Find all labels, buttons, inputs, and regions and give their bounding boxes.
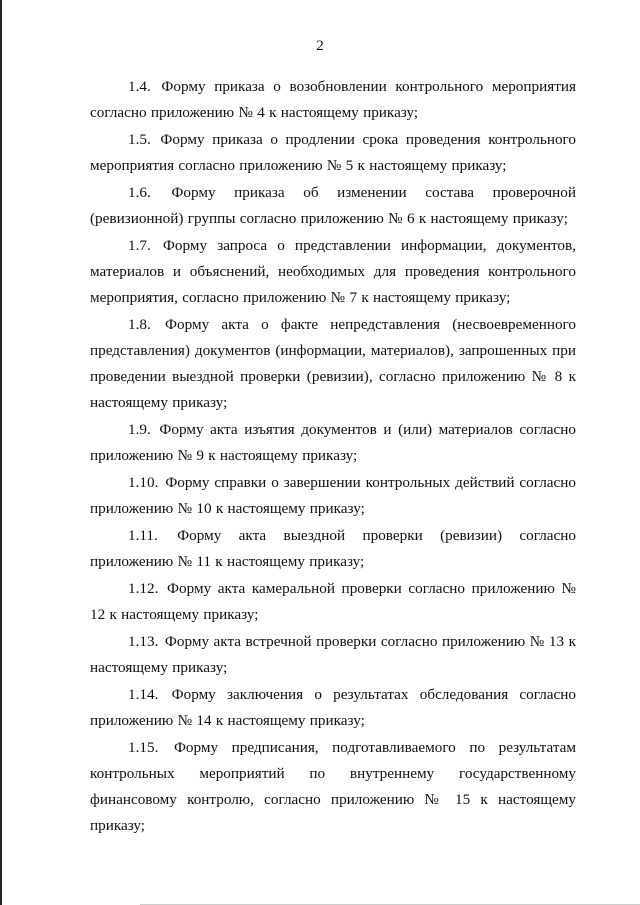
scan-edge-left [0,0,2,905]
page-number: 2 [316,38,324,54]
paragraph-number: 1.7. [128,237,151,254]
paragraph-text: Форму заключения о результатах обследования согласно приложению № 14 к настоящему приказу; [90,686,577,729]
paragraph-1-9 [90,417,576,469]
paragraph-number: 1.14. [128,686,159,703]
document-body [90,74,576,840]
paragraph-1-7 [90,233,576,311]
paragraph-number: 1.10. [128,474,159,491]
paragraph-number: 1.8. [128,316,151,333]
paragraph-text: Форму запроса о представлении информации, документов, материалов и объяснений, необходимых для проведения контрольного мероприятия, согласно приложению № 7 к настоящему приказу; [90,237,576,306]
paragraph-1-4 [90,74,576,126]
paragraph-1-6 [90,180,576,232]
paragraph-1-8 [90,312,576,416]
paragraph-text: Форму приказа о возобновлении контрольного мероприятия согласно приложению № 4 к настоящему приказу; [90,78,576,121]
paragraph-number: 1.5. [128,131,151,148]
paragraph-text: Форму справки о завершении контрольных действий согласно приложению № 10 к настоящему приказу; [90,474,577,517]
paragraph-text: Форму акта камеральной проверки согласно приложению № 12 к настоящему приказу; [90,580,576,623]
paragraph-number: 1.12. [128,580,159,597]
paragraph-number: 1.11. [128,527,158,544]
paragraph-text: Форму приказа о продлении срока проведения контрольного мероприятия согласно приложению № 5 к настоящему приказу; [90,131,577,174]
paragraph-text: Форму акта выездной проверки (ревизии) согласно приложению № 11 к настоящему приказу; [90,527,577,570]
paragraph-text: Форму предписания, подготавливаемого по результатам контрольных мероприятий по внутреннему государственному финансовому контролю, согласно приложению № 15 к настоящему приказу; [90,739,577,834]
paragraph-number: 1.15. [128,739,159,756]
paragraph-number: 1.9. [128,421,151,438]
paragraph-1-13 [90,629,576,681]
paragraph-1-5 [90,127,576,179]
paragraph-text: Форму акта изъятия документов и (или) материалов согласно приложению № 9 к настоящему приказу; [90,421,577,464]
paragraph-number: 1.13. [128,633,159,650]
paragraph-text: Форму акта встречной проверки согласно приложению № 13 к настоящему приказу; [90,633,577,676]
paragraph-text: Форму акта о факте непредставления (несвоевременного представления) документов (информации, материалов), запрошенных при проведении выездной проверки (ревизии), согласно приложению № 8 к настоящему приказу; [90,316,577,411]
paragraph-number: 1.6. [128,184,151,201]
paragraph-1-10 [90,470,576,522]
paragraph-1-15 [90,735,576,839]
paragraph-1-11 [90,523,576,575]
paragraph-1-12 [90,576,576,628]
paragraph-1-14 [90,682,576,734]
paragraph-text: Форму приказа об изменении состава проверочной (ревизионной) группы согласно приложению № 6 к настоящему приказу; [90,184,577,227]
paragraph-number: 1.4. [128,78,151,95]
